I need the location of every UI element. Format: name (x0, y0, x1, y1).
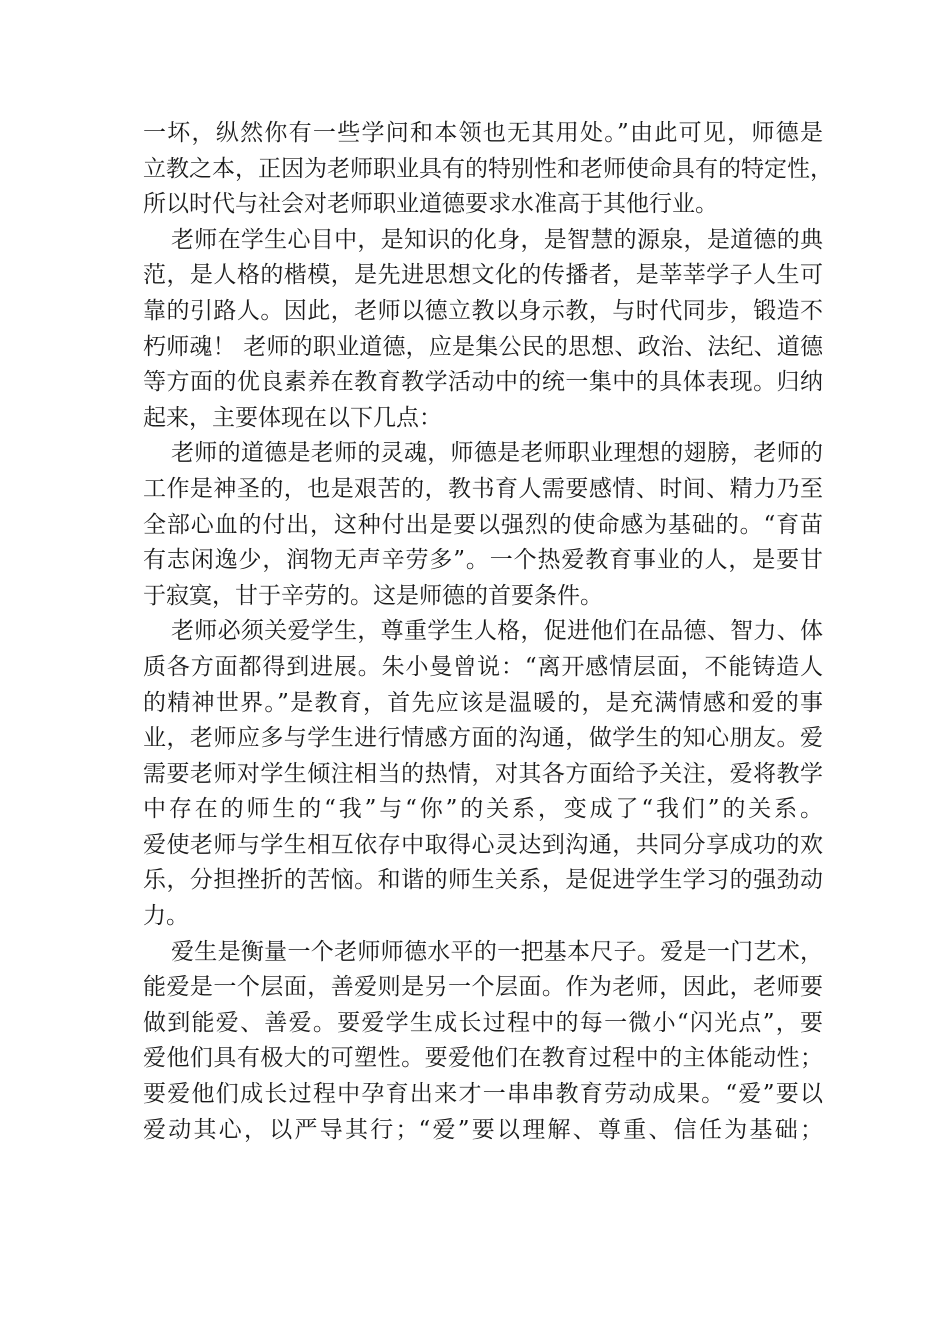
text-line: 靠的引路人。因此，老师以德立教以身示教，与时代同步，锻造不 (143, 297, 823, 324)
text-line: 老师的道德是老师的灵魂，师德是老师职业理想的翅膀，老师的 (171, 440, 823, 467)
text-line: 立教之本，正因为老师职业具有的特别性和老师使命具有的特定性， (143, 155, 833, 182)
text-line: 老师必须关爱学生，尊重学生人格，促进他们在品德、智力、体 (171, 618, 823, 645)
text-line: 要爱他们成长过程中孕育出来才一串串教育劳动成果。“爱”要以 (143, 1081, 823, 1108)
text-line: 起来，主要体现在以下几点： (143, 404, 442, 431)
text-line: 能爱是一个层面，善爱则是另一个层面。作为老师，因此，老师要 (143, 974, 823, 1001)
text-line: 范，是人格的楷模，是先进思想文化的传播者，是莘莘学子人生可 (143, 262, 823, 289)
text-line: 爱生是衡量一个老师师德水平的一把基本尺子。爱是一门艺术， (171, 938, 823, 965)
text-line: 爱他们具有极大的可塑性。要爱他们在教育过程中的主体能动性； (143, 1045, 823, 1072)
text-line: 的精神世界。”是教育，首先应该是温暖的，是充满情感和爱的事 (143, 689, 823, 716)
text-line: 质各方面都得到进展。朱小曼曾说：“离开感情层面，不能铸造人 (143, 653, 823, 680)
text-line: 朽师魂！ 老师的职业道德，应是集公民的思想、政治、法纪、道德 (143, 333, 823, 360)
text-line: 乐，分担挫折的苦恼。和谐的师生关系，是促进学生学习的强劲动 (143, 867, 823, 894)
document-body (143, 116, 833, 1148)
text-line: 业，老师应多与学生进行情感方面的沟通，做学生的知心朋友。爱 (143, 725, 823, 752)
text-line: 中存在的师生的“我”与“你”的关系，变成了“我们”的关系。 (143, 796, 823, 823)
text-line: 做到能爱、善爱。要爱学生成长过程中的每一微小“闪光点”，要 (143, 1009, 823, 1036)
text-line: 力。 (143, 903, 189, 930)
text-line: 爱使老师与学生相互依存中取得心灵达到沟通，共同分享成功的欢 (143, 831, 823, 858)
text-line: 有志闲逸少，润物无声辛劳多”。一个热爱教育事业的人，是要甘 (143, 547, 823, 574)
text-line: 老师在学生心目中，是知识的化身，是智慧的源泉，是道德的典 (171, 226, 823, 253)
text-line: 工作是神圣的，也是艰苦的，教书育人需要感情、时间、精力乃至 (143, 475, 823, 502)
text-line: 需要老师对学生倾注相当的热情，对其各方面给予关注，爱将教学 (143, 760, 823, 787)
text-line: 一坏，纵然你有一些学问和本领也无其用处。”由此可见，师德是 (143, 120, 823, 146)
text-line: 所以时代与社会对老师职业道德要求水准高于其他行业。 (143, 191, 718, 218)
text-line: 全部心血的付出，这种付出是要以强烈的使命感为基础的。“育苗 (143, 511, 823, 538)
text-line: 爱动其心，以严导其行；“爱”要以理解、尊重、信任为基础； (143, 1116, 823, 1143)
text-line: 等方面的优良素养在教育教学活动中的统一集中的具体表现。归纳 (143, 369, 823, 396)
text-line: 于寂寞，甘于辛劳的。这是师德的首要条件。 (143, 582, 603, 609)
